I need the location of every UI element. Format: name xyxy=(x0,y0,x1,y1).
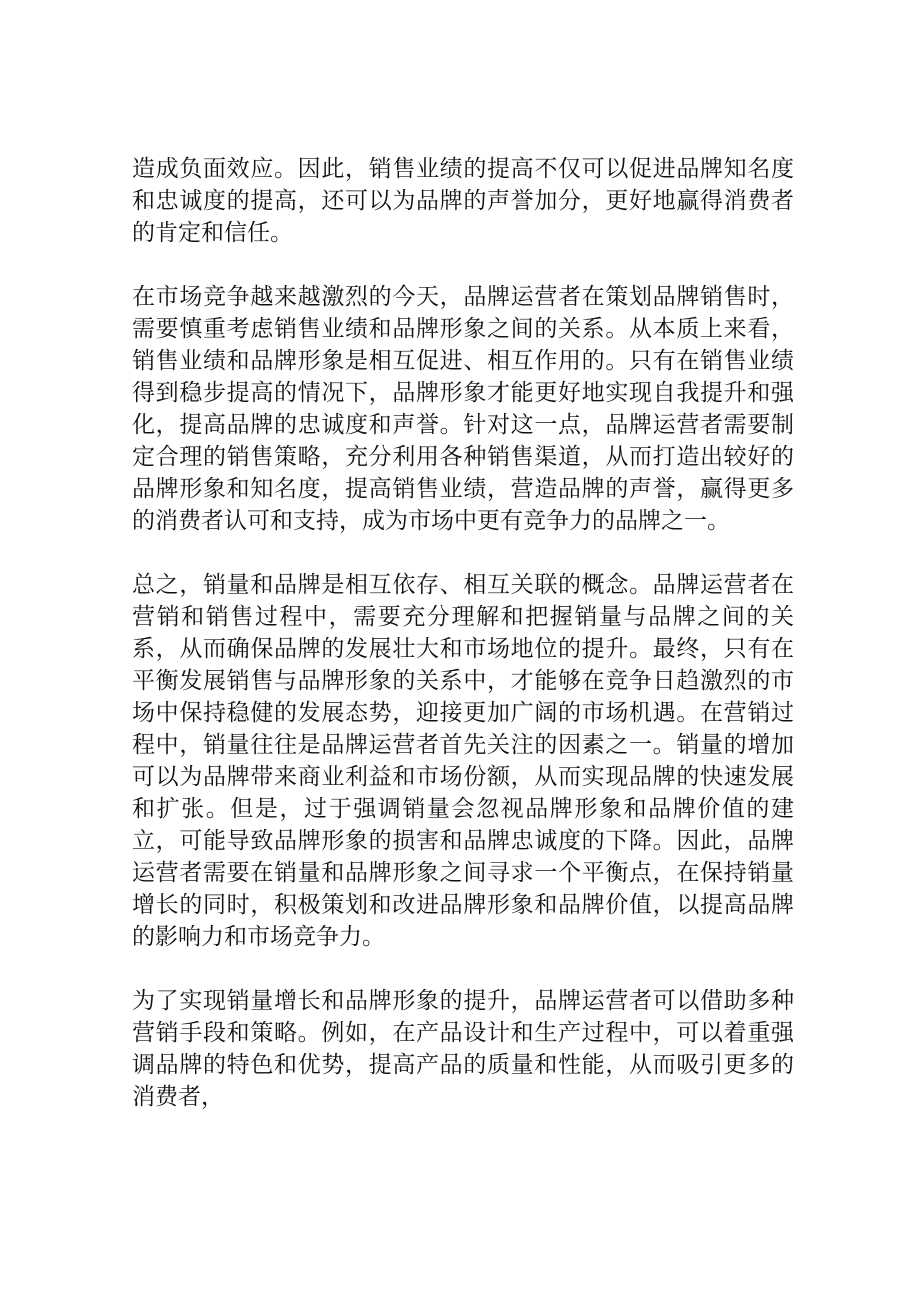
paragraph-2: 在市场竞争越来越激烈的今天，品牌运营者在策划品牌销售时，需要慎重考虑销售业绩和品牌形象之间的关系。从本质上来看，销售业绩和品牌形象是相互促进、相互作用的。只有在销售业绩得到稳步提高的情况下，品牌形象才能更好地实现自我提升和强化，提高品牌的忠诚度和声誉。针对这一点，品牌运营者需要制定合理的销售策略，充分利用各种销售渠道，从而打造出较好的品牌形象和知名度，提高销售业绩，营造品牌的声誉，赢得更多的消费者认可和支持，成为市场中更有竞争力的品牌之一。 xyxy=(132,284,794,534)
paragraph-3: 总之，销量和品牌是相互依存、相互关联的概念。品牌运营者在营销和销售过程中，需要充分理解和把握销量与品牌之间的关系，从而确保品牌的发展壮大和市场地位的提升。最终，只有在平衡发展销售与品牌形象的关系中，才能够在竞争日趋激烈的市场中保持稳健的发展态势，迎接更加广阔的市场机遇。在营销过程中，销量往往是品牌运营者首先关注的因素之一。销量的增加可以为品牌带来商业利益和市场份额，从而实现品牌的快速发展和扩张。但是，过于强调销量会忽视品牌形象和品牌价值的建立，可能导致品牌形象的损害和品牌忠诚度的下降。因此，品牌运营者需要在销量和品牌形象之间寻求一个平衡点，在保持销量增长的同时，积极策划和改进品牌形象和品牌价值，以提高品牌的影响力和市场竞争力。 xyxy=(132,572,794,950)
paragraph-1: 造成负面效应。因此，销售业绩的提高不仅可以促进品牌知名度和忠诚度的提高，还可以为品牌的声誉加分，更好地赢得消费者的肯定和信任。 xyxy=(132,156,794,246)
paragraph-4: 为了实现销量增长和品牌形象的提升，品牌运营者可以借助多种营销手段和策略。例如，在产品设计和生产过程中，可以着重强调品牌的特色和优势，提高产品的质量和性能，从而吸引更多的消费者， xyxy=(132,988,794,1110)
